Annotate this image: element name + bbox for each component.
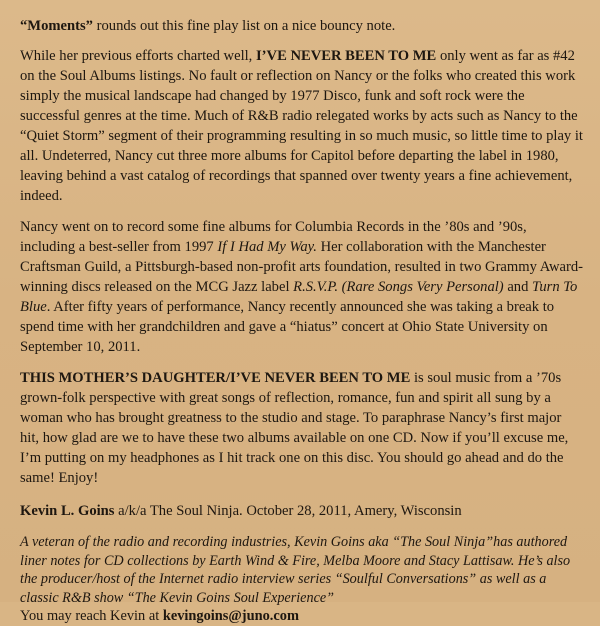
paragraph-later-career-text-c: and (503, 279, 533, 295)
paragraph-chart-history (20, 46, 584, 206)
album-title-turn-to-blue: Turn To Blue (20, 279, 578, 315)
paragraph-summary (20, 368, 584, 488)
paragraph-summary-text: is soul music from a ’70s grown-folk perspective with great songs of reflection, romance, fun and spirit all sung by a woman who has brought greatness to the studio and stage. To paraphrase Nancy’s first major hit, how glad are we to have these two albums available on one CD. Now if you’ll excuse me, I’m putting on my headphones as I hit track one on this disc. You should go ahead and do the same! Enjoy! (20, 370, 569, 486)
paragraph-later-career-text-d: . After fifty years of performance, Nancy recently announced she was taking a break to spend time with her grandchildren and gave a “hiatus” concert at Ohio State University on September 10, 2011. (20, 299, 555, 355)
paragraph-moments (20, 16, 584, 36)
signature-details: a/k/a The Soul Ninja. October 28, 2011, Amery, Wisconsin (114, 503, 462, 519)
author-bio: A veteran of the radio and recording industries, Kevin Goins aka “The Soul Ninja”has authored liner notes for CD collections by Earth Wind & Fire, Melba Moore and Stacy Lattisaw. He’s also the producer/host of the Internet radio interview series “Soulful Conversations” as well as a classic R&B show “The Kevin Goins Soul Experience” (20, 534, 571, 606)
paragraph-chart-history-text-a: While her previous efforts charted well, (20, 48, 256, 64)
contact-prefix: You may reach Kevin at (20, 608, 163, 624)
paragraph-later-career (20, 217, 584, 357)
paragraph-chart-history-text-b: only went as far as #42 on the Soul Albums listings. No fault or reflection on Nancy or the folks who created this work simply the musical landscape had changed by 1977 Disco, funk and soft rock were the successful genres at the time. Much of R&B radio relegated works by acts such as Nancy to the “Quiet Storm” segment of their programming resulting in so much music, so little time to play it all. Undeterred, Nancy cut three more albums for Capitol before departing the label in 1980, leaving behind a vast catalog of recordings that spanned over twenty years a fine achievement, indeed. (20, 48, 583, 204)
paragraph-later-career-text-a: Nancy went on to record some fine albums for Columbia Records in the ’80s and ’90s, including a best-seller from 1997 (20, 219, 527, 255)
paragraph-moments-text: rounds out this fine play list on a nice bouncy note. (92, 18, 396, 34)
album-title-never-been: I’VE NEVER BEEN TO ME (255, 48, 437, 64)
paragraph-later-career-text-b: Her collaboration with the Manchester Craftsman Guild, a Pittsburgh-based non-profit arts foundation, resulted in two Grammy Award-winning discs released on the MCG Jazz label (20, 239, 583, 295)
album-title-rsvp: R.S.V.P. (Rare Songs Very Personal) (293, 279, 504, 295)
author-contact (20, 607, 584, 626)
author-name: Kevin L. Goins (20, 503, 115, 519)
song-title-moments: “Moments” (20, 18, 93, 34)
author-signature (20, 501, 584, 521)
author-email: kevingoins@juno.com (162, 608, 299, 624)
album-title-if-i-had-my-way: If I Had My Way. (217, 239, 317, 255)
album-title-mothers-daughter: THIS MOTHER’S DAUGHTER/I’VE NEVER BEEN TO ME (20, 370, 411, 386)
